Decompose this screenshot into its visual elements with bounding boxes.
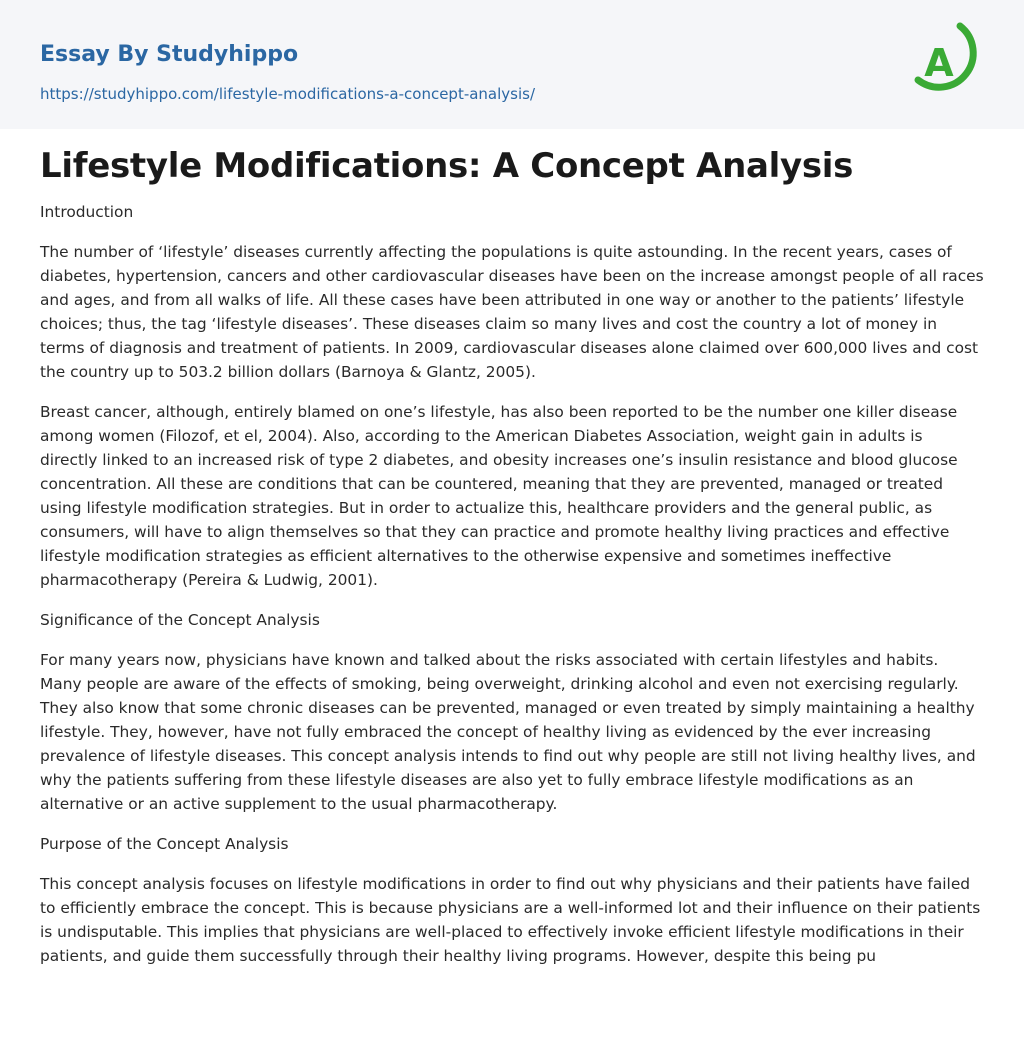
section-heading-significance: Significance of the Concept Analysis (40, 611, 320, 629)
article-body (40, 200, 984, 984)
section-heading-purpose: Purpose of the Concept Analysis (40, 835, 289, 853)
logo-letter: A (924, 41, 954, 85)
article-title: Lifestyle Modifications: A Concept Analysis (40, 146, 854, 186)
section-heading-introduction: Introduction (40, 203, 134, 221)
paragraph: Breast cancer, although, entirely blamed on one’s lifestyle, has also been reported to be the number one killer disease among women (Filozof, et el, 2004). Also, according to the American Diabetes Association, weight gain in adults is directly linked to an increased risk of type 2 diabetes, and obesity increases one’s insulin resistance and blood glucose concentration. All these are conditions that can be countered, meaning that they are prevented, managed or treated using lifestyle modification strategies. But in order to actualize this, healthcare providers and the general public, as consumers, will have to align themselves so that they can practice and promote healthy living practices and effective lifestyle modification strategies as efficient alternatives to the otherwise expensive and sometimes ineffective pharmacotherapy (Pereira & Ludwig, 2001). (40, 403, 958, 589)
site-title[interactable]: Essay By Studyhippo (40, 42, 299, 67)
paragraph: For many years now, physicians have known and talked about the risks associated with certain lifestyles and habits. Many people are aware of the effects of smoking, being overweight, drinking alcohol and even not exercising regularly. They also know that some chronic diseases can be prevented, managed or even treated by simply maintaining a healthy lifestyle. They, however, have not fully embraced the concept of healthy living as evidenced by the ever increasing prevalence of lifestyle diseases. This concept analysis intends to find out why people are still not living healthy lives, and why the patients suffering from these lifestyle diseases are also yet to fully embrace lifestyle modifications as an alternative or an active supplement to the usual pharmacotherapy. (40, 651, 976, 813)
studyhippo-logo-icon[interactable] (912, 18, 988, 106)
article-url-link[interactable]: https://studyhippo.com/lifestyle-modifications-a-concept-analysis/ (40, 85, 536, 103)
paragraph: This concept analysis focuses on lifestyle modifications in order to find out why physicians and their patients have failed to efficiently embrace the concept. This is because physicians are a well-informed lot and their influence on their patients is undisputable. This implies that physicians are well-placed to effectively invoke efficient lifestyle modifications in their patients, and guide them successfully through their healthy living programs. However, despite this being pu (40, 875, 981, 965)
paragraph: The number of ‘lifestyle’ diseases currently affecting the populations is quite astounding. In the recent years, cases of diabetes, hypertension, cancers and other cardiovascular diseases have been on the increase amongst people of all races and ages, and from all walks of life. All these cases have been attributed in one way or another to the patients’ lifestyle choices; thus, the tag ‘lifestyle diseases’. These diseases claim so many lives and cost the country a lot of money in terms of diagnosis and treatment of patients. In 2009, cardiovascular diseases alone claimed over 600,000 lives and cost the country up to 503.2 billion dollars (Barnoya & Glantz, 2005). (40, 243, 984, 381)
